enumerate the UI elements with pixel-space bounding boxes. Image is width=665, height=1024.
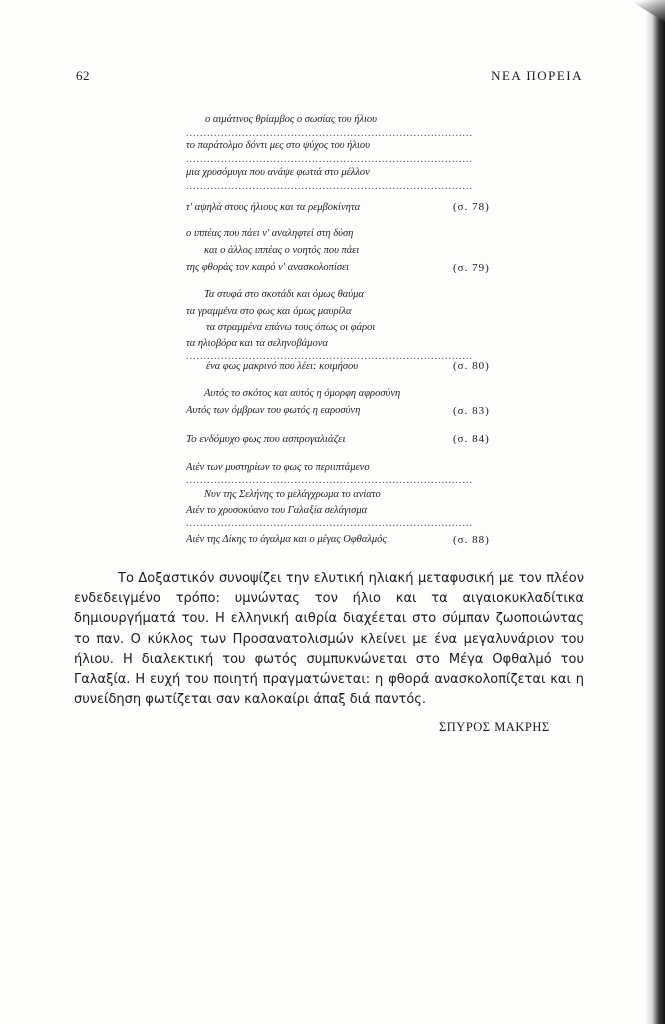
quote-line: Αιέν των μυστηρίων το φως το περιιπτάμενο bbox=[186, 462, 370, 473]
quote-line: το παράτολμο δόντι μες στο ψύχος του ήλιου bbox=[186, 140, 370, 151]
quote-line: Τα στυφά στο σκοτάδι και όμως θαύμα bbox=[204, 289, 364, 300]
dot-leader: .................................................................................. bbox=[186, 128, 473, 139]
quote-line: Αιέν το χρυσοκύανο του Γαλαξία σελάγισμα bbox=[186, 505, 368, 516]
dot-leader: .................................................................................. bbox=[186, 351, 473, 362]
quote-line: ένα φως μακρινό που λέει: κοιμήσου bbox=[206, 361, 359, 372]
body-paragraph bbox=[74, 569, 584, 710]
page-binding-shadow bbox=[645, 0, 665, 1024]
page-number: 62 bbox=[76, 68, 90, 83]
quote-line: μια χρυσόμυγα που ανάψε φωτιά στο μέλλον bbox=[186, 167, 370, 178]
dot-leader: .................................................................................. bbox=[186, 475, 473, 486]
quote-line: τα ηλιοβόρα και τα σεληνοβάμονα bbox=[186, 338, 328, 349]
page-reference: (σ. 78) bbox=[453, 201, 490, 213]
quote-line: Το ενδόμυχο φως που ασπρογαλιάζει bbox=[186, 433, 346, 445]
dot-leader: .................................................................................. bbox=[186, 154, 473, 165]
paragraph-text: Το Δοξαστικόν συνοψίζει την ελυτική ηλιακή μεταφυσική με τον πλέον ενδεδειγμένο τρόπο: υμνώντας τον ήλιο και τα αιγαιοκυκλαδίτικα δημιουργήματά του. Η ελληνική αιθρία διαχέεται στο σύμπαν ζωοποιώντας το παν. Ο κύκλος των Προσανατολισμών κλείνει με ένα μεγαλυνάριον του ήλιου. Η διαλεκτική του φωτός συμπυκνώνεται στο Μέγα Οφθαλμό του Γαλαξία. Η ευχή του ποιητή πραγματώνεται: η φθορά ανασκολοπίζεται και η συνείδηση φωτίζεται σαν καλοκαίρι άπαξ διά παντός. bbox=[74, 571, 584, 708]
page-reference: (σ. 80) bbox=[453, 360, 490, 372]
quote-line: Αυτός των όμβρων του φωτός η εαροσύνη bbox=[186, 405, 361, 416]
quote-line: Νυν της Σελήνης το μελάγχρωμα το ανίατο bbox=[204, 489, 381, 500]
dot-leader: .................................................................................. bbox=[186, 518, 473, 529]
page-reference: (σ. 88) bbox=[453, 534, 490, 546]
quote-line: της φθοράς τον καιρό ν' ανασκολοπίσει bbox=[186, 262, 350, 273]
author-signature: ΣΠΥΡΟΣ ΜΑΚΡΗΣ bbox=[439, 720, 550, 734]
quote-line: ο ιππέας που πάει ν' αναληφτεί στη δύση bbox=[186, 228, 354, 239]
quote-line: τα γραμμένα στο φως και όμως μαυρίλα bbox=[186, 306, 352, 317]
quote-line: ο αιμάτινος θρίαμβος ο σωσίας του ήλιου bbox=[205, 114, 377, 125]
page-reference: (σ. 79) bbox=[453, 262, 490, 274]
dot-leader: .................................................................................. bbox=[186, 181, 473, 192]
page-reference: (σ. 84) bbox=[453, 433, 490, 445]
quote-line: Αιέν της Δίκης το άγαλμα και ο μέγας Οφθαλμός bbox=[186, 534, 387, 545]
journal-title: ΝΕΑ ΠΟΡΕΙΑ bbox=[491, 68, 583, 83]
page-reference: (σ. 83) bbox=[453, 405, 490, 417]
quote-line: και ο άλλος ιππέας ο νοητός που πάει bbox=[204, 245, 360, 256]
quote-line: Αυτός το σκότος και αυτός η όμορφη αφροσύνη bbox=[204, 388, 401, 399]
quote-line: τ' αψηλά στους ήλιους και τα ρεμβοκίνητα bbox=[186, 202, 361, 213]
quote-line: τα στραμμένα επάνω τους όπως οι φάροι bbox=[206, 322, 376, 333]
